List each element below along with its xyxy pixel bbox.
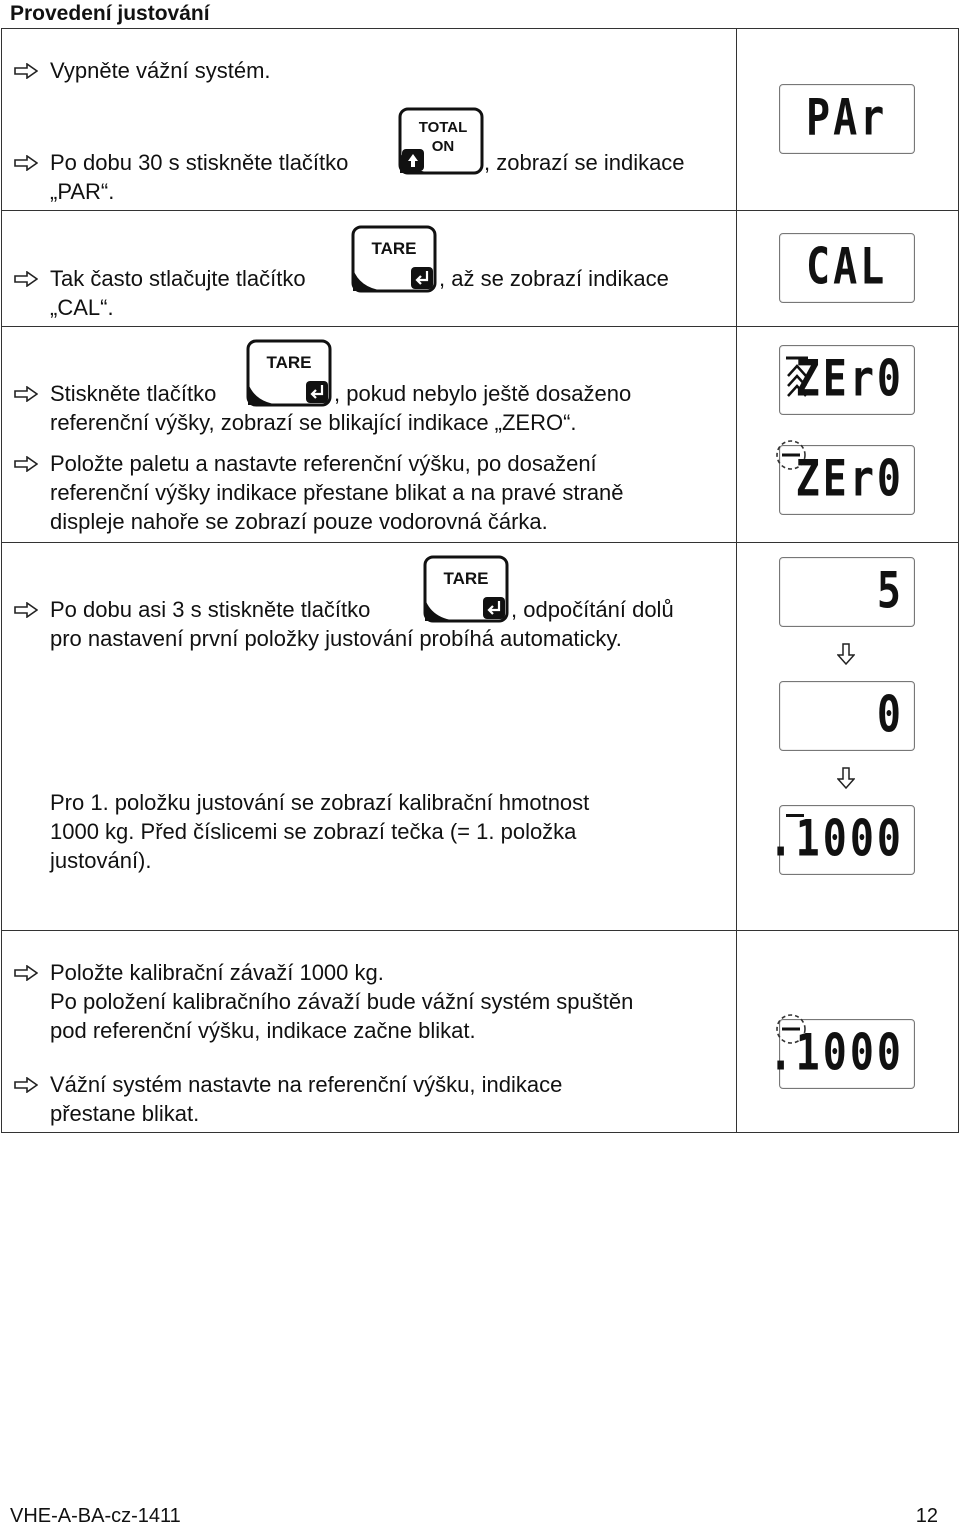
display-cell [737, 327, 959, 543]
step-text: přestane blikat. [50, 1101, 200, 1126]
down-arrow-icon [837, 767, 855, 789]
step-text: „CAL“. [50, 295, 114, 320]
step-cell [2, 29, 737, 211]
step-text: referenční výšky indikace přestane blikat a na pravé straně [50, 480, 624, 505]
tare-key-icon [423, 555, 509, 630]
step-text: , pokud nebylo ještě dosaženo [334, 381, 632, 406]
step-text: displeje nahoře se zobrazí pouze vodorovná čárka. [50, 509, 548, 534]
lcd-display: 0 [779, 681, 915, 751]
step-text: Pro 1. položku justování se zobrazí kalibrační hmotnost [50, 790, 590, 815]
lcd-display-blinking: ZEr0 [779, 345, 915, 415]
step-text: Položte paletu a nastavte referenční výšku, po dosažení [50, 451, 597, 476]
document-id: VHE-A-BA-cz-1411 [10, 1505, 181, 1527]
step-cell [2, 931, 737, 1133]
step-text: pro nastavení první položky justování probíhá automaticky. [50, 626, 622, 651]
key-label-tare: TARE [443, 569, 489, 588]
step-arrow-icon [14, 965, 38, 981]
step-text: , odpočítání dolů [511, 597, 674, 622]
step-text: justování). [50, 848, 152, 873]
step-text: Stiskněte tlačítko [50, 381, 217, 406]
step-arrow-icon [14, 63, 38, 79]
step-arrow-icon [14, 456, 38, 472]
display-cell [737, 29, 959, 211]
step-text: Položte kalibrační závaží 1000 kg. [50, 960, 384, 985]
step-text: Po dobu 30 s stiskněte tlačítko [50, 150, 349, 175]
step-cell [2, 543, 737, 931]
key-label-on: ON [431, 138, 455, 155]
step-text: pod referenční výšku, indikace začne blikat. [50, 1018, 476, 1043]
display-cell [737, 931, 959, 1133]
step-arrow-icon [14, 386, 38, 402]
down-arrow-icon [837, 643, 855, 665]
step-text: 1000 kg. Před číslicemi se zobrazí tečka (= 1. položka [50, 819, 577, 844]
step-text: „PAR“. [50, 179, 115, 204]
lcd-display: PAr [779, 84, 915, 154]
tare-key-icon [351, 225, 437, 300]
step-cell [2, 327, 737, 543]
step-arrow-icon [14, 271, 38, 287]
step-cell [2, 211, 737, 327]
lcd-display-blinking: .1000 [779, 1019, 915, 1089]
page-number: 12 [915, 1505, 938, 1527]
step-text: , až se zobrazí indikace [439, 266, 669, 291]
step-text: Tak často stlačujte tlačítko [50, 266, 306, 291]
page-title: Provedení justování [10, 2, 210, 25]
display-cell [737, 543, 959, 931]
step-arrow-icon [14, 155, 38, 171]
procedure-table [1, 28, 959, 1133]
display-cell [737, 211, 959, 327]
step-arrow-icon [14, 1077, 38, 1093]
step-text: , zobrazí se indikace [484, 150, 685, 175]
tare-key-icon [246, 339, 332, 414]
step-text: Po položení kalibračního závaží bude vážní systém spuštěn [50, 989, 634, 1014]
lcd-display: CAL [779, 233, 915, 303]
step-text: Po dobu asi 3 s stiskněte tlačítko [50, 597, 371, 622]
lcd-display-stable: ZEr0 [779, 445, 915, 515]
step-text: Vypněte vážní systém. [50, 58, 271, 83]
step-text: Vážní systém nastavte na referenční výšku, indikace [50, 1072, 563, 1097]
step-text: referenční výšky, zobrazí se blikající indikace „ZERO“. [50, 410, 577, 435]
key-label-tare: TARE [266, 353, 312, 372]
key-label-total: TOTAL [418, 119, 468, 136]
key-label-tare: TARE [371, 239, 417, 258]
lcd-display: .1000 [779, 805, 915, 875]
total-on-key-icon [398, 107, 484, 182]
step-arrow-icon [14, 602, 38, 618]
lcd-display: 5 [779, 557, 915, 627]
